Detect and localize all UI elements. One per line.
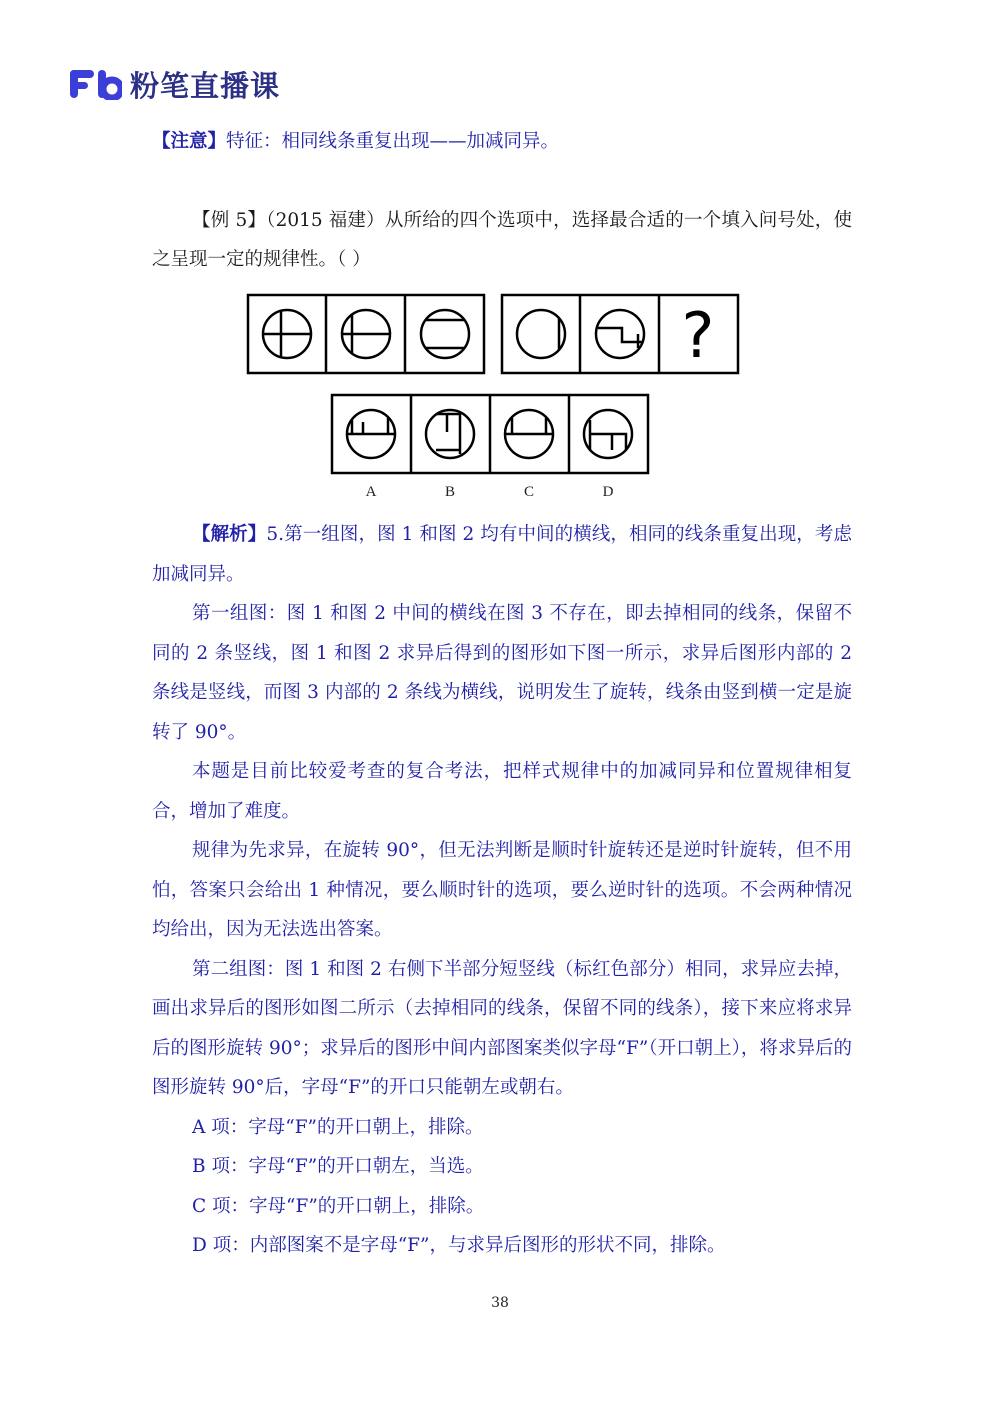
option-label-b: B	[444, 484, 456, 500]
note-paragraph	[152, 122, 852, 162]
example-paragraph	[152, 201, 852, 280]
analysis-tag: 【解析】	[192, 524, 267, 545]
option-label-c: C	[523, 484, 535, 500]
analysis-paragraph-2: 第一组图：图 1 和图 2 中间的横线在图 3 不存在，即去掉相同的线条，保留不同的 2 条竖线，图 1 和图 2 求异后得到的图形如下图一所示，求异后图形内部的 2 条线是竖线，而图 3 内部的 2 条线为横线，说明发生了旋转，线条由竖到横一定是旋转了 90°。	[152, 603, 852, 743]
figure-svg	[240, 290, 750, 505]
document-body	[152, 122, 852, 280]
note-text: 特征：相同线条重复出现——加减同异。	[226, 131, 560, 152]
question-figure	[240, 290, 750, 505]
option-a-analysis: A 项：字母“F”的开口朝上，排除。	[192, 1116, 484, 1138]
option-c-analysis: C 项：字母“F”的开口朝上，排除。	[192, 1195, 485, 1217]
analysis-paragraph-1	[152, 515, 852, 594]
analysis-paragraph-3: 本题是目前比较爱考查的复合考法，把样式规律中的加减同异和位置规律相复合，增加了难度。	[152, 761, 852, 822]
fenbi-logo-icon	[70, 68, 122, 100]
analysis-paragraph-4: 规律为先求异，在旋转 90°，但无法判断是顺时针旋转还是逆时针旋转，但不用怕，答案只会给出 1 种情况，要么顺时针的选项，要么逆时针的选项。不会两种情况均给出，因为无法选出答案。	[152, 840, 852, 940]
option-label-a: A	[365, 484, 377, 500]
option-label-d: D	[602, 484, 614, 500]
logo-text: 粉笔直播课	[130, 68, 281, 103]
option-b-analysis: B 项：字母“F”的开口朝左，当选。	[192, 1156, 484, 1177]
page-number: 38	[491, 1295, 509, 1311]
note-tag: 【注意】	[152, 131, 227, 152]
question-mark: ?	[681, 299, 715, 372]
analysis-text-1: 5.第一组图，图 1 和图 2 均有中间的横线，相同的线条重复出现，考虑加减同异。	[152, 524, 852, 585]
analysis-paragraph-5: 第二组图：图 1 和图 2 右侧下半部分短竖线（标红色部分）相同，求异应去掉，画出求异后的图形如图二所示（去掉相同的线条，保留不同的线条），接下来应将求异后的图形旋转 90°；求异后的图形中间内部图案类似字母“F”（开口朝上），将求异后的图形旋转 90°后，字母“F”的开口只能朝左或朝右。	[152, 958, 852, 1098]
option-d-analysis: D 项：内部图案不是字母“F”，与求异后图形的形状不同，排除。	[192, 1235, 726, 1256]
spacer	[152, 162, 852, 201]
analysis-section	[152, 515, 852, 1266]
example-text: （2015 福建）从所给的四个选项中，选择最合适的一个填入问号处，使之呈现一定的规律性。（ ）	[152, 209, 853, 270]
brand-logo	[70, 64, 280, 104]
example-tag: 【例 5】	[192, 209, 267, 231]
